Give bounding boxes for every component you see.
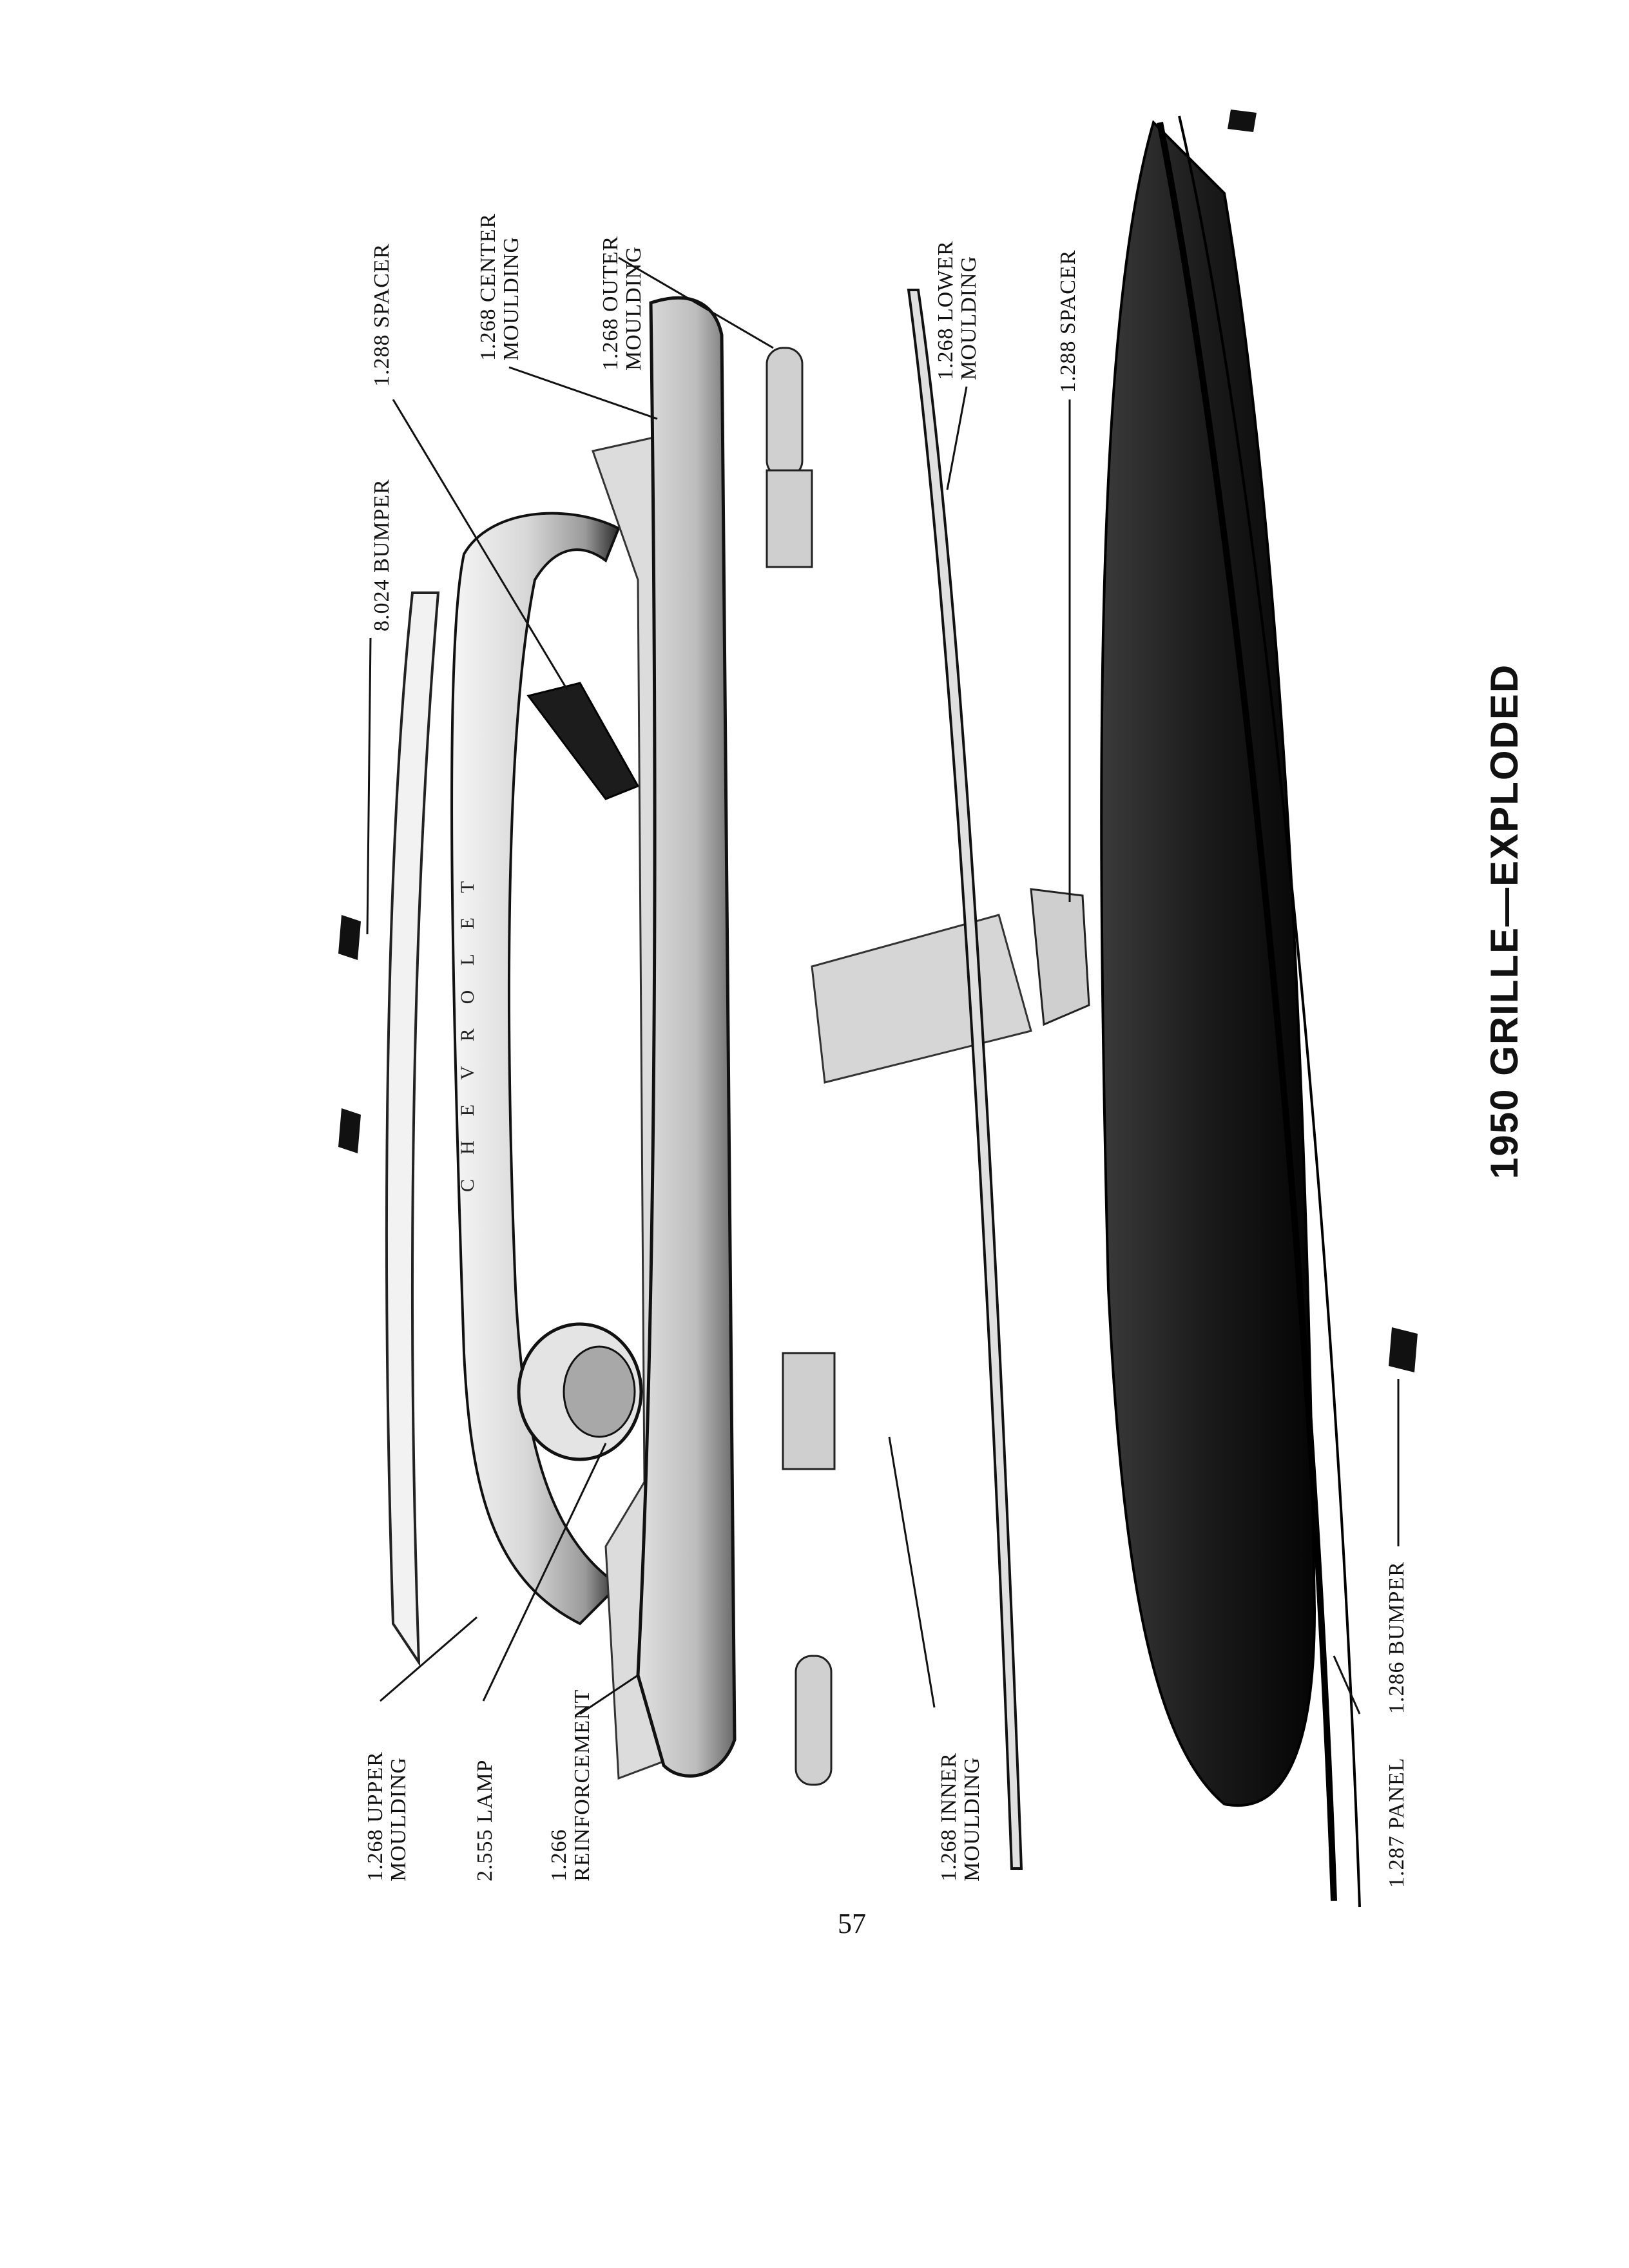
label-spacer-top: 1.288 SPACER: [370, 243, 394, 387]
center-moulding-part: [638, 298, 735, 1776]
small-bumper-part-top: [338, 915, 361, 960]
outer-moulding-part-top: [767, 348, 802, 477]
panel-part: [1101, 122, 1315, 1805]
bumper-lettering: CHEVROLET: [457, 856, 478, 1192]
spacer-bracket-part: [1031, 889, 1089, 1024]
upper-moulding-part: [387, 593, 438, 1662]
label-bumper-bottom: 1.286 BUMPER: [1385, 1561, 1409, 1714]
center-support-part: [812, 915, 1031, 1082]
lower-moulding-part: [909, 290, 1021, 1869]
label-center-moulding: 1.268 CENTER MOULDING: [476, 213, 523, 361]
label-bumper-top: 8.024 BUMPER: [370, 479, 394, 631]
outer-moulding-part-bottom: [796, 1656, 831, 1785]
page-number: 57: [838, 1908, 866, 1939]
label-lower-moulding: 1.268 LOWER MOULDING: [934, 240, 981, 380]
bracket-upper: [767, 470, 812, 567]
label-panel: 1.287 PANEL: [1385, 1757, 1409, 1888]
page-title: 1950 GRILLE—EXPLODED: [1483, 663, 1526, 1179]
small-part-topright: [1228, 110, 1257, 132]
label-upper-moulding: 1.268 UPPER MOULDING: [363, 1751, 410, 1881]
label-spacer-right: 1.288 SPACER: [1056, 249, 1080, 393]
label-outer-moulding: 1.268 OUTER MOULDING: [599, 235, 646, 370]
bracket-lower: [783, 1353, 834, 1469]
spacer-part: [528, 683, 638, 799]
label-inner-moulding: 1.268 INNER MOULDING: [937, 1753, 984, 1881]
label-reinforcement: 1.266 REINFORCEMENT: [547, 1689, 594, 1881]
small-bumper-part-mid: [338, 1108, 361, 1153]
small-bumper-part-bottom: [1389, 1327, 1418, 1372]
label-lamp: 2.555 LAMP: [473, 1759, 497, 1881]
